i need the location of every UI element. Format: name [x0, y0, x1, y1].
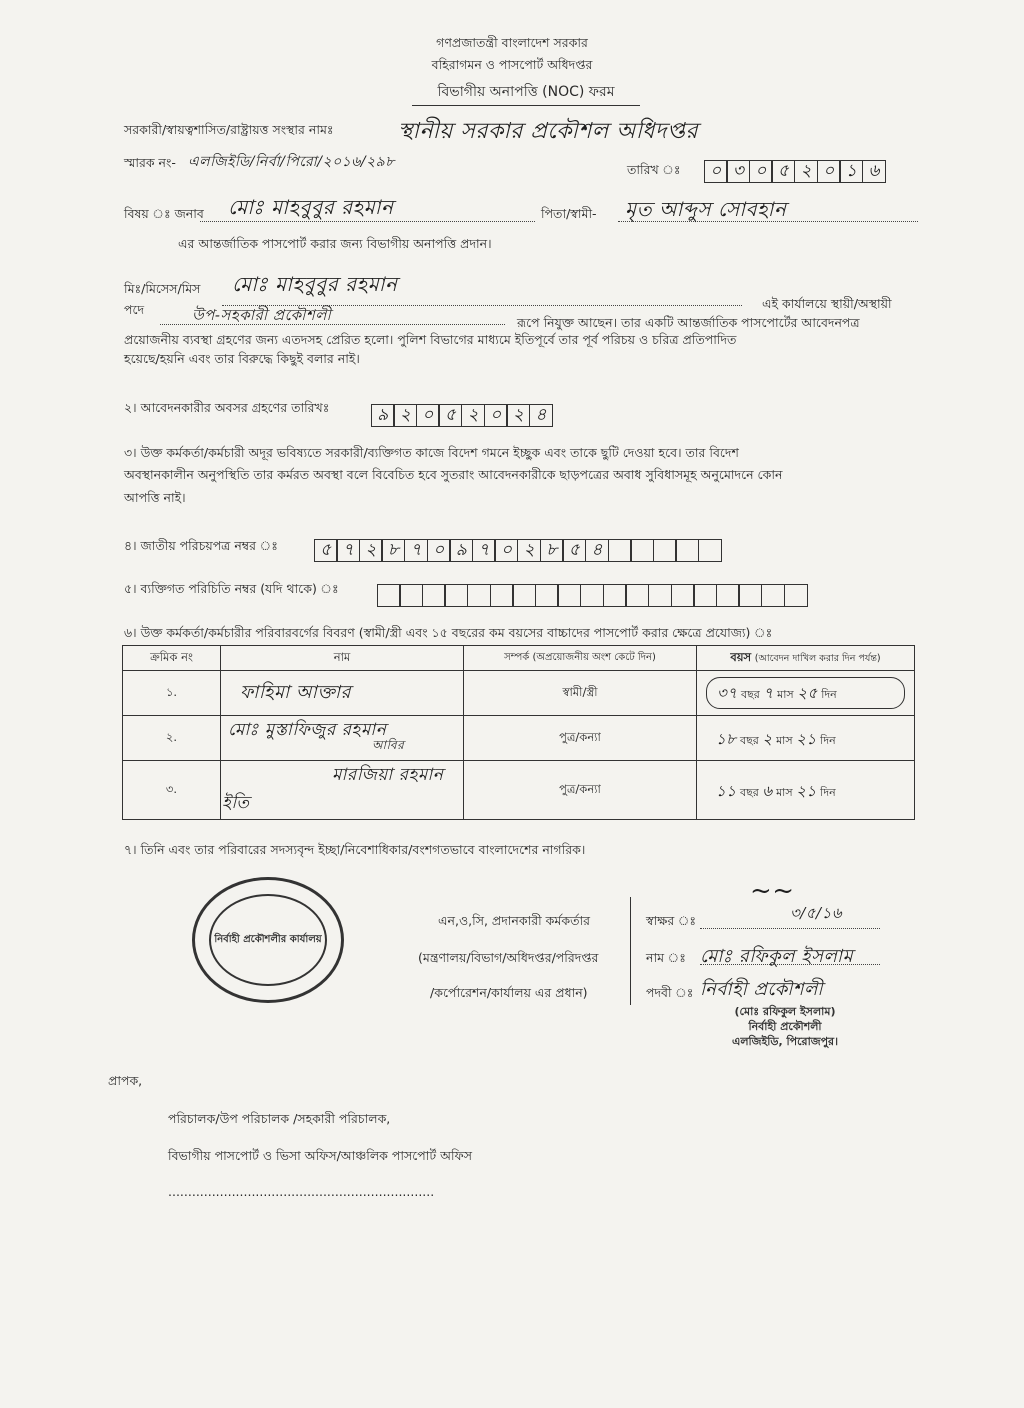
para1-name: মোঃ মাহবুবুর রহমান [232, 272, 398, 296]
officer-seal [690, 1004, 880, 1049]
org-label: সরকারী/স্বায়ত্বশাসিত/রাষ্ট্রায়ত্ত সংস্থার নামঃ [124, 122, 334, 137]
para1-post: উপ-সহকারী প্রকৌশলী [192, 306, 332, 324]
nid-boxes [315, 539, 722, 562]
date-digit-box: ০ [817, 160, 841, 183]
retire-digit-box: ২ [393, 404, 417, 427]
subject-label: বিষয় ঃ জনাব [124, 206, 204, 221]
row-relation: পুত্র/কন্যা [464, 716, 697, 761]
age-months: ২ [762, 729, 773, 748]
pin-digit-box [377, 584, 401, 607]
seal-line-1: (মোঃ রফিকুল ইসলাম) [734, 1005, 836, 1018]
row-name: ফাহিমা আক্তার [240, 681, 352, 703]
header-line-1: গণপ্রজাতন্ত্রী বাংলাদেশ সরকার [436, 35, 588, 50]
pin-digit-box [467, 584, 491, 607]
date-digit-box: ৬ [862, 160, 886, 183]
retire-digit-box: ৯ [371, 404, 395, 427]
para1-post-label: পদে [124, 302, 145, 317]
memo-date-boxes [705, 160, 886, 183]
nid-digit-box: ০ [427, 539, 451, 562]
issuer-divider [630, 897, 631, 1005]
age-days: ২১ [796, 781, 817, 800]
nid-digit-box: ২ [359, 539, 383, 562]
row-relation: স্বামী/স্ত্রী [464, 671, 697, 716]
recipient-label: প্রাপক, [108, 1073, 143, 1088]
nid-digit-box: ০ [494, 539, 518, 562]
pin-digit-box [761, 584, 785, 607]
item7-label: ৭। তিনি এবং তার পরিবারের সদস্যবৃন্দ ইচ্ছা/নিবেশাধিকার/বংশগতভাবে বাংলাদেশের নাগরিক। [124, 842, 586, 857]
memo-label: স্মারক নং- [124, 155, 176, 170]
age-month-unit: মাস [777, 688, 794, 701]
office-stamp-text: নির্বাহী প্রকৌশলীর কার্যালয় [214, 934, 322, 945]
pin-digit-box [738, 584, 762, 607]
row-serial: ১. [123, 671, 221, 716]
seal-line-2: নির্বাহী প্রকৌশলী [748, 1020, 822, 1033]
subject-purpose: এর আন্তর্জাতিক পাসপোর্ট করার জন্য বিভাগীয় অনাপত্তি প্রদান। [178, 236, 492, 251]
item4-label: ৪। জাতীয় পরিচয়পত্র নম্বর ঃ [124, 538, 278, 553]
seal-line-3: এলজিইডি, পিরোজপুর। [731, 1035, 839, 1048]
row-age-cell [697, 761, 915, 820]
nid-digit-box: ৭ [336, 539, 360, 562]
para1-line2: রূপে নিযুক্ত আছেন। তার একটি আন্তর্জাতিক পাসপোর্টের আবেদনপত্র [517, 315, 860, 330]
nid-digit-box: ৮ [381, 539, 405, 562]
item6-label: ৬। উক্ত কর্মকর্তা/কর্মচারীর পরিবারবর্গের বিবরণ (স্বামী/স্ত্রী এবং ১৫ বছরের কম বয়সের বাচ্চাদের পাসপোর্ট করার ক্ষেত্রে প্রযোজ্য) ঃ [124, 625, 773, 640]
pin-digit-box [648, 584, 672, 607]
nid-digit-box: ২ [517, 539, 541, 562]
row-age-cell [697, 671, 915, 716]
age-year-unit: বছর [739, 785, 759, 799]
subject-name: মোঃ মাহবুবুর রহমান [228, 195, 394, 219]
issuer-line-1: এন,ও,সি, প্রদানকারী কর্মকর্তার [438, 913, 590, 928]
issuer-line-3: /কর্পোরেশন/কার্যালয় এর প্রধান) [430, 985, 588, 1000]
recipient-line-3: ................................................................... [168, 1184, 435, 1199]
name-line [700, 964, 880, 965]
pin-digit-box [693, 584, 717, 607]
date-digit-box: ০ [704, 160, 728, 183]
signature-scribble-icon: ~~ [750, 876, 795, 906]
sign-label: স্বাক্ষর ঃ [646, 913, 697, 928]
sign-line [700, 928, 880, 929]
age-years: ৩৭ [717, 684, 738, 702]
pin-digit-box [557, 584, 581, 607]
pin-digit-box [716, 584, 740, 607]
age-month-unit: মাস [776, 785, 793, 799]
subject-father-label: পিতা/স্বামী- [541, 206, 597, 221]
nid-digit-box: ৪ [585, 539, 609, 562]
para1-salutation: মিঃ/মিসেস/মিস [124, 281, 201, 296]
row-name: মারজিয়া রহমান ইতি [222, 765, 444, 813]
pin-digit-box [422, 584, 446, 607]
nid-digit-box: ৯ [449, 539, 473, 562]
pin-digit-box [671, 584, 695, 607]
nid-digit-box: ৫ [314, 539, 338, 562]
item3-line1: ৩। উক্ত কর্মকর্তা/কর্মচারী অদূর ভবিষ্যতে সরকারী/ব্যক্তিগত কাজে বিদেশ গমনে ইচ্ছুক এবং তাকে ছুটি দেওয়া হবে। তার বিদেশ [124, 445, 739, 460]
row-name: মোঃ মুস্তাফিজুর রহমান [228, 720, 387, 740]
para1-line3: প্রয়োজনীয় ব্যবস্থা গ্রহণের জন্য এতদসহ প্রেরিত হলো। পুলিশ বিভাগের মাধ্যমে ইতিপূর্বে তার পূর্ব পরিচয় ও চরিত্র প্রতিপাদিত [124, 332, 737, 347]
recipient-line-1: পরিচালক/উপ পরিচালক /সহকারী পরিচালক, [168, 1111, 391, 1126]
age-line [698, 776, 913, 805]
retire-digit-box: ২ [506, 404, 530, 427]
nid-digit-box: ৭ [472, 539, 496, 562]
age-days: ২৫ [797, 684, 818, 702]
issuer-line-2: (মন্ত্রণালয়/বিভাগ/অধিদপ্তর/পরিদপ্তর [418, 950, 599, 965]
nid-digit-box: ৭ [404, 539, 428, 562]
age-year-unit: বছর [741, 688, 760, 701]
row-serial: ২. [123, 716, 221, 761]
nid-digit-box [698, 539, 722, 562]
family-table [122, 645, 915, 820]
pin-digit-box [625, 584, 649, 607]
signer-post: নির্বাহী প্রকৌশলী [700, 979, 824, 1000]
date-digit-box: ৫ [771, 160, 795, 183]
form-title: বিভাগীয় অনাপত্তি (NOC) ফরম [412, 80, 640, 106]
memo-date-label: তারিখ ঃ [627, 162, 681, 177]
table-row [123, 761, 915, 820]
date-digit-box: ০ [749, 160, 773, 183]
nid-digit-box [675, 539, 699, 562]
recipient-line-2: বিভাগীয় পাসপোর্ট ও ভিসা অফিস/আঞ্চলিক পাসপোর্ট অফিস [168, 1148, 472, 1163]
post-label: পদবী ঃ [646, 985, 694, 1000]
age-pill [706, 677, 905, 709]
age-days: ২১ [796, 729, 817, 748]
nid-digit-box: ৫ [562, 539, 586, 562]
col-age [697, 646, 915, 671]
header-line-2: বহিরাগমন ও পাসপোর্ট অধিদপ্তর [431, 57, 593, 72]
date-digit-box: ৩ [726, 160, 750, 183]
nid-digit-box: ৮ [540, 539, 564, 562]
age-years: ১১ [716, 781, 737, 800]
row-name-cell [221, 671, 464, 716]
item2-label: ২। আবেদনকারীর অবসর গ্রহণের তারিখঃ [124, 400, 330, 415]
family-table-header [123, 646, 915, 671]
retire-digit-box: ৫ [438, 404, 462, 427]
table-row [123, 716, 915, 761]
age-day-unit: দিন [820, 785, 836, 799]
office-stamp [192, 877, 344, 1003]
sign-date: ৩/৫/১৬ [790, 904, 843, 922]
pin-digit-box [490, 584, 514, 607]
col-relation: সম্পর্ক (অপ্রয়োজনীয় অংশ কেটে দিন) [464, 646, 697, 671]
age-month-unit: মাস [776, 733, 793, 747]
row-age-cell [697, 716, 915, 761]
date-digit-box: ১ [839, 160, 863, 183]
table-row [123, 671, 915, 716]
age-day-unit: দিন [820, 733, 836, 747]
pin-digit-box [784, 584, 808, 607]
row-relation: পুত্র/কন্যা [464, 761, 697, 820]
pin-digit-box [512, 584, 536, 607]
item3-line3: আপত্তি নাই। [124, 490, 186, 505]
col-age-note: (আবেদন দাখিল করার দিন পর্যন্ত) [754, 652, 881, 664]
pin-digit-box [535, 584, 559, 607]
age-day-unit: দিন [821, 688, 837, 701]
org-value: স্থানীয় সরকার প্রকৌশল অধিদপ্তর [398, 119, 699, 144]
name-label: নাম ঃ [646, 950, 686, 965]
age-years: ১৮ [716, 729, 737, 748]
col-serial: ক্রমিক নং [123, 646, 221, 671]
nid-digit-box [653, 539, 677, 562]
age-months: ৭ [763, 684, 774, 702]
item5-label: ৫। ব্যক্তিগত পরিচিতি নম্বর (যদি থাকে) ঃ [124, 581, 339, 596]
para1-office: এই কার্যালয়ে স্থায়ী/অস্থায়ী [762, 296, 892, 311]
age-year-unit: বছর [739, 733, 759, 747]
row-serial: ৩. [123, 761, 221, 820]
age-line [698, 724, 913, 753]
retire-digit-box: ৪ [529, 404, 553, 427]
row-name-2: আবির [372, 738, 405, 752]
pin-digit-box [603, 584, 627, 607]
item3-line2: অবস্থানকালীন অনুপস্থিতি তার কর্মরত অবস্থা বলে বিবেচিত হবে সুতরাং আবেদনকারীকে ছাড়পত্রের অবাধ সুবিধাসমূহ অনুমোদনে কোন [124, 467, 783, 482]
para1-line4: হয়েছে/হয়নি এবং তার বিরুদ্ধে কিছুই বলার নাই। [124, 351, 360, 366]
retire-digit-box: ০ [484, 404, 508, 427]
signer-name: মোঃ রফিকুল ইসলাম [700, 946, 854, 967]
row-name-cell [221, 716, 464, 761]
col-name: নাম [221, 646, 464, 671]
date-digit-box: ২ [794, 160, 818, 183]
pin-boxes [378, 584, 808, 607]
retire-digit-box: ২ [461, 404, 485, 427]
pin-digit-box [444, 584, 468, 607]
row-name-cell [221, 761, 464, 820]
pin-digit-box [580, 584, 604, 607]
nid-digit-box [608, 539, 632, 562]
memo-value: এলজিইডি/নির্বা/পিরো/২০১৬/২৯৮ [188, 154, 395, 170]
nid-digit-box [630, 539, 654, 562]
retire-digit-box: ০ [416, 404, 440, 427]
col-age-label: বয়স [730, 649, 752, 664]
subject-father: মৃত আব্দুস সোবহান [625, 197, 787, 221]
pin-digit-box [399, 584, 423, 607]
retirement-date-boxes [372, 404, 553, 427]
age-months: ৬ [762, 781, 773, 800]
